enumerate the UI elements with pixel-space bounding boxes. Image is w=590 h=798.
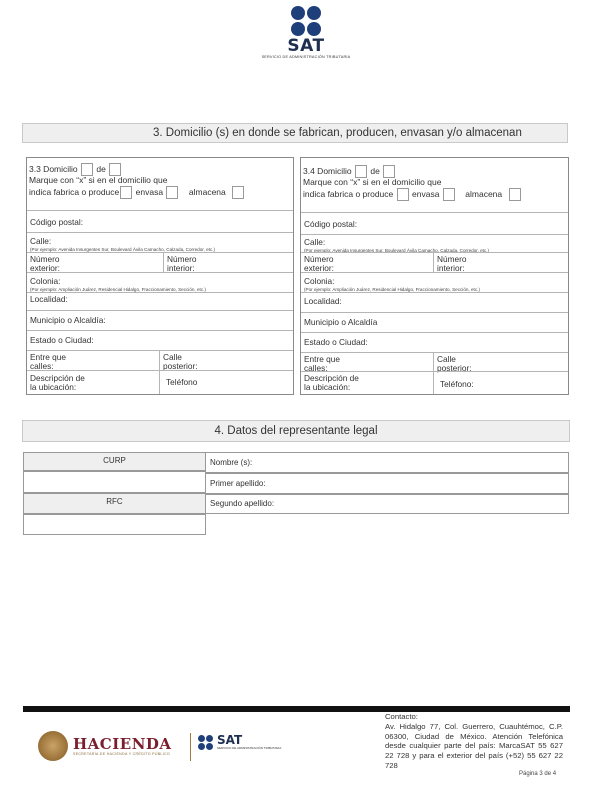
primer-apellido-label: Primer apellido: [210, 479, 266, 488]
numero-interior-cell[interactable] [163, 253, 293, 273]
descripcion-label-2: la ubicación: [304, 382, 351, 392]
instruction-text: Marque con “x” si en el domicilio que [29, 175, 168, 185]
numero-exterior-label: Número [304, 254, 334, 264]
colonia-label: Colonia: [304, 276, 335, 286]
entre-calles-cell[interactable] [301, 353, 433, 372]
estado-row[interactable] [301, 332, 568, 353]
contact-title: Contacto: [385, 712, 418, 721]
numero-exterior-cell[interactable] [27, 253, 163, 273]
curp-header: CURP [23, 452, 206, 471]
instruction-text: Marque con “x” si en el domicilio que [303, 177, 442, 187]
contact-body: Av. Hidalgo 77, Col. Guerrero, Cuauhtémoc, C.P. 06300, Ciudad de México. Atención Telefónica desde cualquier parte del país: MarcaSAT 55 627 22 728 y para el exterior del país (+52) 55 627 22 728 [385, 721, 563, 770]
calle-label: Calle: [304, 237, 326, 247]
section4-title-text: 4. Datos del representante legal [214, 425, 378, 437]
hacienda-subtitle: SECRETARÍA DE HACIENDA Y CRÉDITO PÚBLICO [73, 752, 171, 756]
telefono-cell[interactable] [433, 372, 568, 394]
calle-posterior-label-2: posterior: [163, 361, 198, 371]
domicilio-label: 3.4 Domicilio [303, 165, 352, 176]
colonia-row[interactable] [301, 272, 568, 293]
rfc-header: RFC [23, 493, 206, 514]
numero-exterior-label-2: exterior: [304, 263, 334, 273]
colonia-label: Colonia: [30, 276, 61, 286]
curp-input[interactable] [23, 471, 206, 493]
domicilio-3-4-intro [303, 165, 522, 201]
localidad-row[interactable] [27, 292, 293, 311]
entre-calles-label: Entre que [30, 352, 66, 362]
page-number: Página 3 de 4 [519, 771, 557, 777]
codigo-postal-row[interactable] [27, 210, 293, 233]
telefono-cell[interactable] [159, 371, 293, 394]
estado-label: Estado o Ciudad: [304, 337, 368, 347]
municipio-label: Municipio o Alcaldía [304, 317, 378, 327]
entre-calles-label-2: calles: [304, 363, 328, 373]
entre-calles-row [27, 350, 293, 371]
numero-row [27, 252, 293, 273]
sat-dots-icon [290, 6, 322, 36]
sat-logo [256, 6, 356, 59]
nombre-field[interactable] [205, 452, 569, 473]
nombre-label: Nombre (s): [210, 458, 253, 467]
calle-posterior-cell[interactable] [433, 353, 568, 372]
rfc-input[interactable] [23, 514, 206, 535]
logo-separator [190, 733, 191, 761]
descripcion-label: Descripción de [304, 373, 359, 383]
domicilio-label: 3.3 Domicilio [29, 163, 78, 174]
indica-label: indica fabrica o produce [303, 188, 394, 199]
calle-posterior-label-2: posterior: [437, 363, 472, 373]
calle-posterior-label: Calle [163, 352, 182, 362]
descripcion-label: Descripción de [30, 373, 85, 383]
calle-example: (Por ejemplo: Avenida Insurgentes Sur, Boulevard Ávila Camacho, Calzada, Corredor, etc.) [30, 246, 216, 252]
numero-interior-label-2: interior: [437, 263, 465, 273]
segundo-apellido-field[interactable] [205, 494, 569, 514]
section3-title [22, 123, 568, 143]
fabrica-checkbox[interactable] [120, 186, 132, 199]
estado-label: Estado o Ciudad: [30, 335, 94, 345]
footer-sat-word: SAT [217, 733, 243, 747]
entre-calles-label: Entre que [304, 354, 340, 364]
almacena-checkbox[interactable] [509, 188, 521, 201]
descripcion-row [27, 370, 293, 394]
envasa-checkbox[interactable] [443, 188, 455, 201]
numero-exterior-cell[interactable] [301, 253, 433, 273]
codigo-postal-label: Código postal: [304, 219, 358, 229]
calle-posterior-cell[interactable] [159, 351, 293, 371]
numero-interior-label-2: interior: [167, 263, 195, 273]
segundo-apellido-label: Segundo apellido: [210, 499, 275, 508]
numero-row [301, 252, 568, 273]
numero-interior-cell[interactable] [433, 253, 568, 273]
indica-label: indica fabrica o produce [29, 186, 120, 197]
de-label: de [370, 165, 380, 176]
codigo-postal-row[interactable] [301, 212, 568, 235]
estado-row[interactable] [27, 330, 293, 351]
almacena-label: almacena [188, 186, 226, 197]
calle-row[interactable] [27, 232, 293, 253]
municipio-label: Municipio o Alcaldía: [30, 315, 106, 325]
colonia-example: (Por ejemplo: Ampliación Juárez, Residencial Hidalgo, Fraccionamiento, Sección, etc.) [304, 286, 480, 292]
domicilio-3-3-intro [29, 163, 245, 199]
telefono-label: Teléfono: [440, 379, 474, 389]
hacienda-word: HACIENDA [73, 735, 172, 753]
calle-example: (Por ejemplo: Avenida Insurgentes Sur, Boulevard Ávila Camacho, Calzada, Corredor, etc.) [304, 247, 490, 253]
numero-exterior-label-2: exterior: [30, 263, 60, 273]
envasa-label: envasa [135, 186, 164, 197]
sat-logo-word: SAT [287, 36, 325, 56]
domicilio-3-3-panel [26, 157, 294, 395]
primer-apellido-field[interactable] [205, 473, 569, 494]
mexico-seal-icon [38, 731, 68, 761]
envasa-checkbox[interactable] [166, 186, 178, 199]
numero-interior-label: Número [167, 254, 197, 264]
hacienda-logo [38, 731, 172, 761]
colonia-example: (Por ejemplo: Ampliación Juárez, Residencial Hidalgo, Fraccionamiento, Sección, etc.) [30, 286, 206, 292]
calle-row[interactable] [301, 234, 568, 253]
domicilio-3-4-panel [300, 157, 569, 395]
colonia-row[interactable] [27, 272, 293, 293]
footer-sat-logo [198, 734, 281, 750]
descripcion-cell[interactable] [27, 371, 159, 394]
localidad-label: Localidad: [304, 296, 342, 306]
descripcion-cell[interactable] [301, 372, 433, 394]
numero-interior-label: Número [437, 254, 467, 264]
codigo-postal-label: Código postal: [30, 217, 84, 227]
calle-label: Calle: [30, 236, 52, 246]
descripcion-label-2: la ubicación: [30, 382, 77, 392]
descripcion-row [301, 371, 568, 394]
footer-sat-subtitle: SERVICIO DE ADMINISTRACIÓN TRIBUTARIA [217, 746, 282, 750]
contact-block [385, 712, 563, 771]
section3-title-text: 3. Domicilio (s) en donde se fabrican, producen, envasan y/o almacenan [153, 127, 522, 139]
de-label: de [96, 163, 106, 174]
municipio-row[interactable] [301, 312, 568, 333]
entre-calles-label-2: calles: [30, 361, 54, 371]
entre-calles-row [301, 352, 568, 372]
entre-calles-cell[interactable] [27, 351, 159, 371]
envasa-label: envasa [412, 188, 440, 199]
fabrica-checkbox[interactable] [397, 188, 409, 201]
almacena-checkbox[interactable] [232, 186, 244, 199]
telefono-label: Teléfono [166, 377, 198, 387]
municipio-row[interactable] [27, 310, 293, 331]
localidad-label: Localidad: [30, 294, 68, 304]
sat-dots-icon [198, 735, 214, 750]
section4-title [22, 420, 570, 442]
sat-logo-subtitle: SERVICIO DE ADMINISTRACIÓN TRIBUTARIA [261, 55, 351, 59]
calle-posterior-label: Calle [437, 354, 456, 364]
numero-exterior-label: Número [30, 254, 60, 264]
localidad-row[interactable] [301, 292, 568, 313]
almacena-label: almacena [465, 188, 503, 199]
